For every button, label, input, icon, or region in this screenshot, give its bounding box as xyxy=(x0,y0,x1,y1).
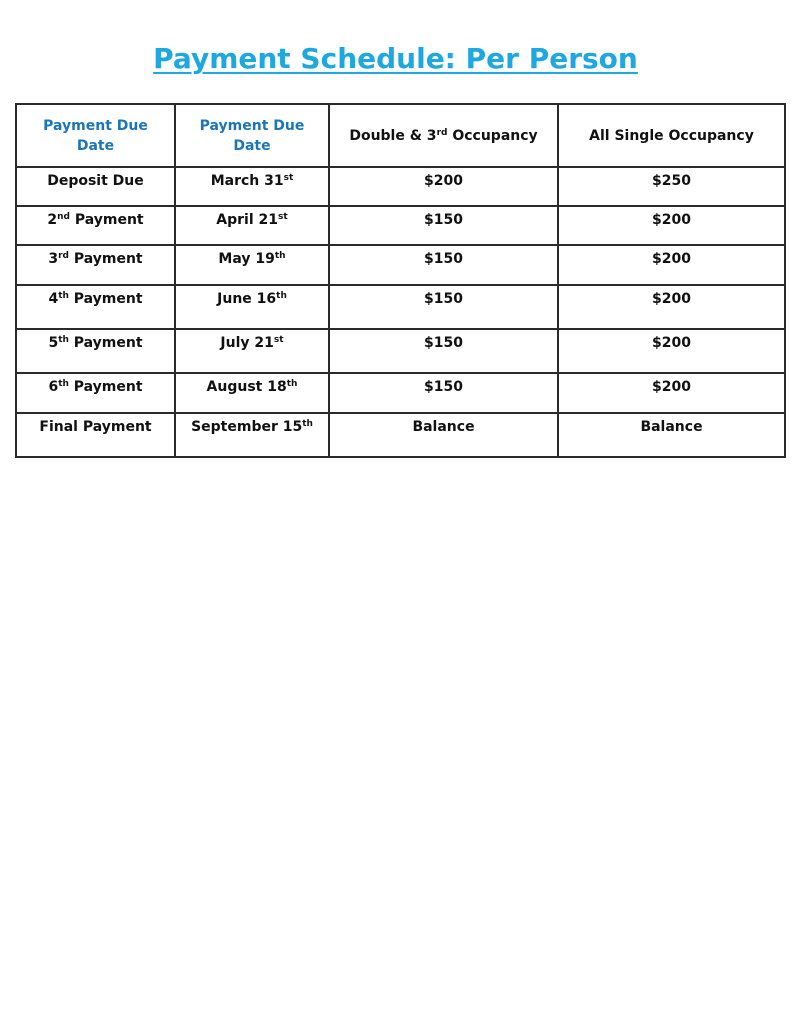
date-text: August 18 xyxy=(206,379,287,395)
due-date xyxy=(175,373,329,413)
label-sup: th xyxy=(58,335,69,345)
date-sup: st xyxy=(283,173,294,183)
payment-schedule-table xyxy=(15,103,786,458)
header-payment-due-date-2 xyxy=(175,104,329,167)
label-text: 3 xyxy=(48,251,59,267)
label-text: Payment xyxy=(68,291,143,307)
date-text: September 15 xyxy=(191,419,303,435)
single-occupancy-amount: $200 xyxy=(558,329,785,373)
header-text: Occupancy xyxy=(447,127,538,144)
single-occupancy-amount: Balance xyxy=(558,413,785,457)
label-text: Payment xyxy=(69,212,144,228)
table-row xyxy=(16,245,785,285)
date-text: April 21 xyxy=(216,212,279,228)
double-occupancy-amount: $150 xyxy=(329,285,558,329)
payment-label xyxy=(16,329,175,373)
label-text: 6 xyxy=(48,379,59,395)
label-text: Payment xyxy=(68,335,143,351)
header-sup: rd xyxy=(436,127,448,138)
header-line: Date xyxy=(76,137,115,154)
label-text: Deposit Due xyxy=(47,173,144,189)
label-text: 5 xyxy=(48,335,59,351)
date-sup: th xyxy=(302,419,313,429)
header-line: Payment Due xyxy=(43,117,148,134)
date-text: June 16 xyxy=(217,291,277,307)
payment-label xyxy=(16,206,175,245)
header-line: Date xyxy=(233,137,271,154)
due-date xyxy=(175,413,329,457)
single-occupancy-amount: $200 xyxy=(558,206,785,245)
table-header-row xyxy=(16,104,785,167)
due-date xyxy=(175,167,329,206)
single-occupancy-amount: $250 xyxy=(558,167,785,206)
payment-label xyxy=(16,413,175,457)
header-line: Payment Due xyxy=(199,117,305,134)
payment-label xyxy=(16,245,175,285)
label-text: 4 xyxy=(48,291,59,307)
table-row xyxy=(16,329,785,373)
payment-label xyxy=(16,285,175,329)
table-row xyxy=(16,206,785,245)
single-occupancy-amount: $200 xyxy=(558,285,785,329)
date-sup: st xyxy=(278,212,288,222)
header-payment-due-date-1 xyxy=(16,104,175,167)
due-date xyxy=(175,329,329,373)
table-row xyxy=(16,285,785,329)
single-occupancy-amount: $200 xyxy=(558,373,785,413)
label-text: Payment xyxy=(68,251,143,267)
table-row xyxy=(16,373,785,413)
payment-label xyxy=(16,373,175,413)
double-occupancy-amount: $150 xyxy=(329,206,558,245)
date-sup: th xyxy=(286,379,298,389)
label-sup: th xyxy=(58,291,69,301)
date-sup: st xyxy=(273,335,284,345)
label-text: 2 xyxy=(47,212,58,228)
label-sup: th xyxy=(58,379,69,389)
header-single-occupancy: All Single Occupancy xyxy=(558,104,785,167)
header-double-occupancy xyxy=(329,104,558,167)
page-title: Payment Schedule: Per Person xyxy=(153,42,638,75)
double-occupancy-amount: $150 xyxy=(329,329,558,373)
header-text: Double & 3 xyxy=(349,127,437,144)
date-text: July 21 xyxy=(220,335,274,351)
date-text: March 31 xyxy=(210,173,284,189)
double-occupancy-amount: $150 xyxy=(329,245,558,285)
date-sup: th xyxy=(274,251,286,261)
double-occupancy-amount: Balance xyxy=(329,413,558,457)
date-text: May 19 xyxy=(218,251,275,267)
due-date xyxy=(175,206,329,245)
single-occupancy-amount: $200 xyxy=(558,245,785,285)
due-date xyxy=(175,285,329,329)
label-sup: nd xyxy=(57,212,70,222)
label-sup: rd xyxy=(58,251,69,261)
table-row xyxy=(16,413,785,457)
label-text: Final Payment xyxy=(39,419,152,435)
due-date xyxy=(175,245,329,285)
double-occupancy-amount: $200 xyxy=(329,167,558,206)
label-text: Payment xyxy=(68,379,143,395)
double-occupancy-amount: $150 xyxy=(329,373,558,413)
payment-label xyxy=(16,167,175,206)
date-sup: th xyxy=(276,291,287,301)
table-row xyxy=(16,167,785,206)
